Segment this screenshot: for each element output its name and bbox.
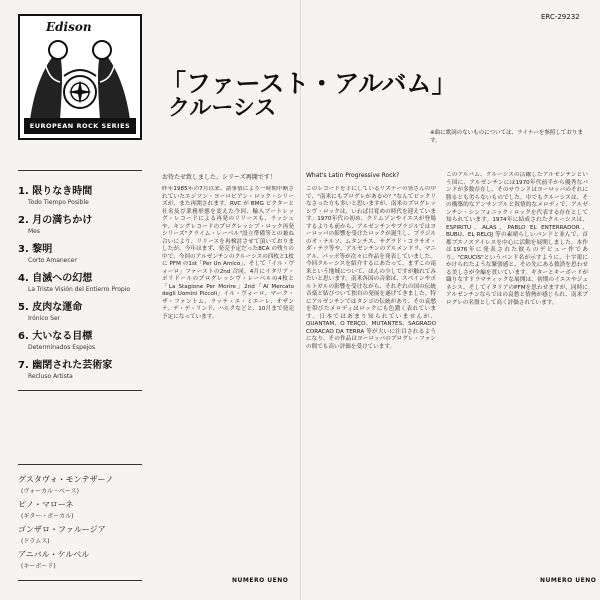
member-role: (ヴォーカル・ベース) [21,488,80,495]
track-item [18,356,142,385]
album-title: 「ファースト・アルバム」 [161,69,457,98]
catalog-number: ERC-29232 [541,13,580,21]
signature: NUMERO UENO [232,577,289,584]
track-list [18,182,142,385]
member-name: グスタヴォ・モンテザーノ [18,475,114,484]
intro-heading: お待たせ致しました、シリーズ再開です！ [162,174,276,181]
edison-logo [18,14,142,140]
track-item [18,298,142,327]
member-item [18,474,142,499]
track-title: 1. 限りなき時間 [18,186,93,197]
track-title: 6. 大いなる目標 [18,331,93,342]
member-name: ゴンザロ・ファルージア [18,525,106,534]
track-item [18,327,142,356]
member-role: (ドラムス) [21,538,50,545]
divider [18,170,142,171]
track-subtitle: Determinados Espejos [28,344,96,351]
track-title: 5. 皮肉な運命 [18,302,83,313]
divider [18,580,142,581]
track-subtitle: Mes [28,228,40,235]
col2-heading: What's Latin Progressive Rock? [306,172,400,179]
member-item [18,499,142,524]
track-title: 2. 月の満ちかけ [18,215,93,226]
track-subtitle: Recluso Artista [28,373,73,380]
track-subtitle: Irónico Ser [28,315,61,322]
track-item [18,182,142,211]
series-label: EUROPEAN ROCK SERIES [24,118,136,134]
intro-body: 昨年1985年の7月以来、諸事情により一時期中断されていたエジソン・ヨーロピアン・ロック・シリーズが、また再開されます。RVC が BMG ビクターと社名及び業務形態を変えた今回、輸入ブートレッグ・レコードによる再発のリリースも、ラッシュや、キングレコードのプログレッシブ・ロック再発シリーズ"クライム・レーベル"設立準備等との兼ね合いにより、リリースを再検討させて頂いておりましたが、今年はまず、発売予定だった8CA の残りの中で、今回のアルゼンチンのクルーシスの四枚と1枚に PFM の1st「Per Un Amico」、そして「イル・ヴォーロ」ファーストの2nd 合同、4月にイタリア・ポリドールのプログレッシヴ・レーベルの4枚と「La Stagione Per Morire」2nd「Al Mercato degli Uomini Piccoli」イル・ヴォーロ、マーク・ザ・ファントム、ラッテ・エ・ミエーレ、オザンナ、デ・デ・リンド、ハルクなどと、10月まで発売予定になっています。 [162,186,294,320]
track-item [18,211,142,240]
track-item [18,269,142,298]
member-name: アニバル・ケルベル [18,550,90,559]
member-item [18,549,142,574]
track-item [18,240,142,269]
logo-artwork-icon [24,20,136,120]
col2-body: このレコードを手にしているリスナーの皆さんの中で、"南米にもプログレがあるの？"なんてビックリなさった方も多いと思いますが、南米のプログレッシヴ・ロックは、いわば目覚めの時代を迎えています。1970年代の初め、クリムゾンやイエスが登場するよりも前から、アルゼンチンやブラジルではヨーロッパの影響を受けたロックが誕生し、ブラジルのオ・テルソ、ムタンチス、サグラド・コラサオ・ダ・テラ等や、アルゼンチンのアルメンドラ、マニアル、パッポ等が次々に作品を発表していました。今回クルーシスを紹介するにあたって、まずこの南米という地域について、ほんの少しですが触れてみたいと思います。南米各国の音楽は、スペインやポルトガルの影響を受けながら、それぞれの国の伝統音楽と結びついて独自の発展を遂げてきました。特にアルゼンチンではタンゴの伝統があり、その哀愁を帯びたメロディはロックにも色濃く表れています。日本ではあまり知られていませんが、QUANTAM、O TERÇO、MUTANTES、SAGRADO CORACAO DA TERRA 等が大いに注目されるようになり、その作品はヨーロッパのプログレ・ファンの間でも高い評価を受けています。 [306,186,436,350]
track-title: 3. 黎明 [18,244,53,255]
member-role: (キーボード) [21,563,56,570]
track-title: 7. 幽閉された芸術家 [18,360,113,371]
divider [18,390,142,391]
member-role: (ギター・ボーカル) [21,513,74,520]
track-subtitle: Todo Tiempo Posible [28,199,89,206]
divider [18,464,142,465]
member-item [18,524,142,549]
track-subtitle: La Triste Visión del Entierro Propio [28,286,131,293]
track-subtitle: Corto Amanecer [28,257,77,264]
lyrics-note: ※曲に歌詞のないものについては、ライナーを参照しております。 [430,130,583,144]
col3-body: このアルバム、クルーシスの活躍したアルゼンチンという国に、アルゼンチンには1970年代前半から優秀なバンドが多数存在し、そのサウンドはヨーロッパのそれに勝るとも劣らないものでした。中でもクルーシスは、その構築的なアンサンブルと叙情的なメロディで、アルゼンチン・シンフォニック・ロックを代表する存在として知られています。1974年に結成されたクルーシスは、ESPIRITU、ALAS、PABLO EL ENTERRADOR、BUBU、EL RELOJ 等の素晴らしいバンドと並んで、首都ブエノスアイレスを中心に活動を展開しました。本作は1976年に発表された彼らのデビュー作であり、"CRUCIS"というバンド名が示すように、十字架にかけられたような緊張感と、その先にある救済を思わせる美しさが全編を貫いています。ギターとキーボードが織りなすドラマティックな展開は、初期のイエスやジェネシス、そしてイタリアのPFMを思わせますが、同時にアルゼンチンならではの哀愁と情熱が感じられ、南米プログレの名盤として高く評価されています。 [446,172,588,306]
member-name: ピノ・マローネ [18,500,74,509]
track-title: 4. 自滅への幻想 [18,273,93,284]
signature: NUMERO UENO [540,577,597,584]
edison-brand: Edison [46,20,92,34]
artist-name: クルーシス [168,96,277,121]
member-list [18,474,142,574]
